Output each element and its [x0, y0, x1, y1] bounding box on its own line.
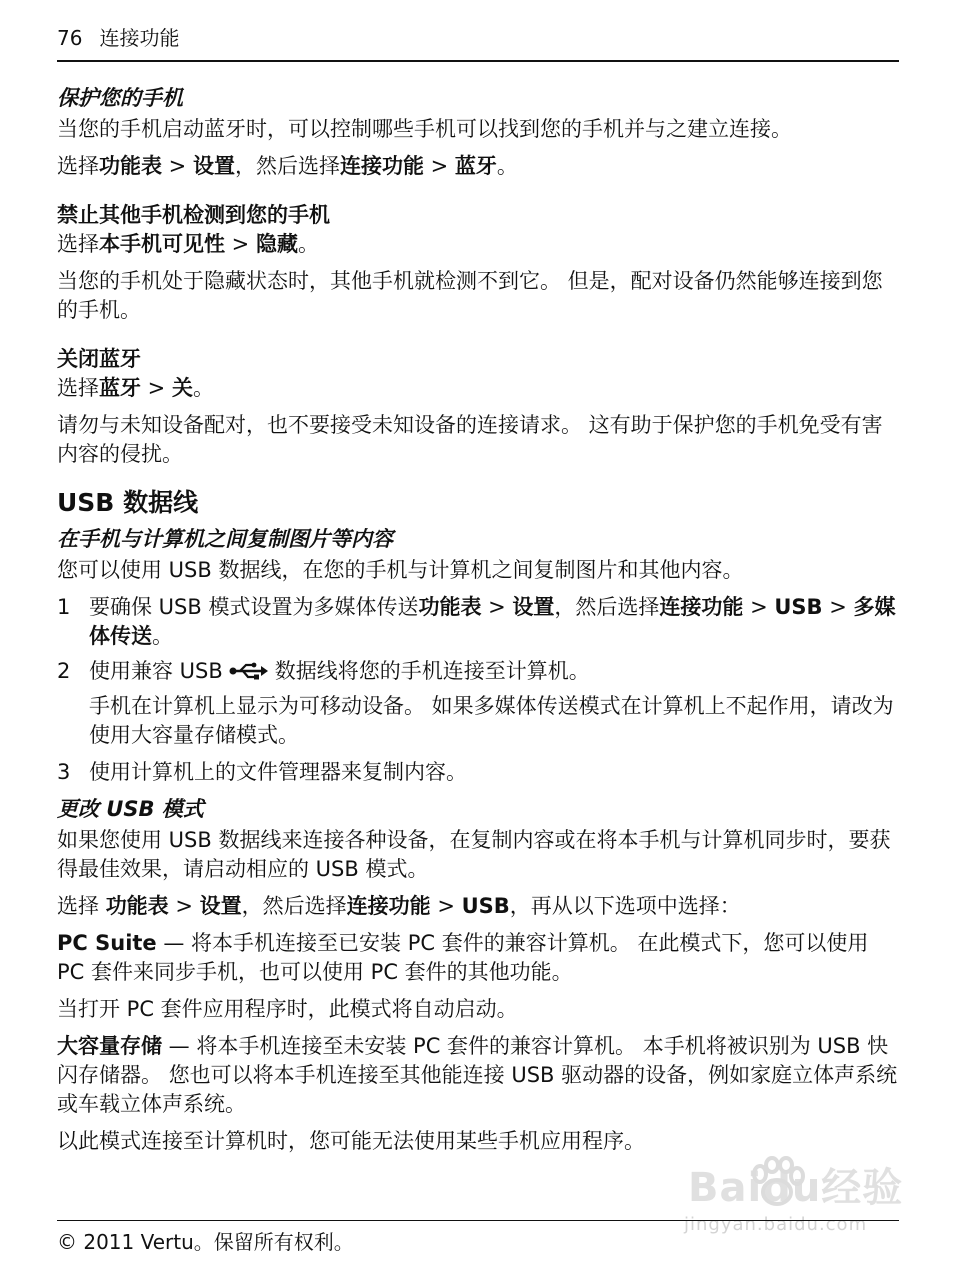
usb-cable-heading: USB 数据线 [57, 488, 199, 517]
change-mode-path: 选择 功能表 > 设置，然后选择连接功能 > USB，再从以下选项中选择： [57, 894, 741, 918]
list-item: 2 使用兼容 USB 数据线将您的手机连接至计算机。 [57, 659, 590, 683]
mass-storage-mode: 大容量存储 — 将本手机连接至未安装 PC 套件的兼容计算机。 本手机将被识别为 USB 快闪存储器。 您也可以将本手机连接至其他能连接 USB 驱动器的设备，例如家庭立体声系统或车载立体声系统。 [57, 1034, 898, 1116]
page-header [57, 18, 899, 58]
list-item: 1 要确保 USB 模式设置为多媒体传送功能表 > 设置，然后选择连接功能 > USB > 多媒体传送。 [57, 595, 896, 648]
copyright-footer: © 2011 Vertu。保留所有权利。 [57, 1230, 354, 1254]
mass-storage-note: 以此模式连接至计算机时，您可能无法使用某些手机应用程序。 [57, 1129, 645, 1153]
footer-divider [57, 1220, 899, 1221]
header-section-title: 连接功能 [99, 26, 180, 50]
watermark-logo: Baidu经验 [688, 1165, 904, 1211]
bluetooth-off-path: 选择蓝牙 > 关。 [57, 376, 214, 400]
hide-phone-title: 禁止其他手机检测到您的手机 [57, 203, 330, 227]
header-divider [57, 60, 899, 62]
bluetooth-off-text: 请勿与未知设备配对，也不要接受未知设备的连接请求。 这有助于保护您的手机免受有害内容的侵扰。 [57, 413, 883, 466]
list-item: 3 使用计算机上的文件管理器来复制内容。 [57, 760, 467, 784]
step2-note: 手机在计算机上显示为可移动设备。 如果多媒体传送模式在计算机上不起作用，请改为使用大容量存储模式。 [89, 694, 894, 747]
hide-phone-text: 当您的手机处于隐藏状态时，其他手机就检测不到它。 但是，配对设备仍然能够连接到您的手机。 [57, 269, 883, 322]
copy-content-title: 在手机与计算机之间复制图片等内容 [57, 527, 393, 551]
copy-content-intro: 您可以使用 USB 数据线，在您的手机与计算机之间复制图片和其他内容。 [57, 558, 744, 582]
copy-steps-list [57, 593, 899, 787]
pc-suite-mode: PC Suite — 将本手机连接至已安装 PC 套件的兼容计算机。 在此模式下，您可以使用 PC 套件来同步手机，也可以使用 PC 套件的其他功能。 [57, 931, 869, 984]
protect-phone-text: 当您的手机启动蓝牙时，可以控制哪些手机可以找到您的手机并与之建立连接。 [57, 117, 792, 141]
baidu-watermark [668, 1156, 928, 1256]
change-mode-intro: 如果您使用 USB 数据线来连接各种设备，在复制内容或在将本手机与计算机同步时，要获得最佳效果，请启动相应的 USB 模式。 [57, 828, 891, 881]
protect-phone-title: 保护您的手机 [57, 86, 183, 110]
usb-icon [229, 661, 269, 681]
pc-suite-note: 当打开 PC 套件应用程序时，此模式将自动启动。 [57, 997, 518, 1021]
page-content [57, 84, 899, 1164]
watermark-url: jingyan.baidu.com [684, 1214, 868, 1235]
change-usb-mode-title: 更改 USB 模式 [57, 797, 204, 821]
paw-icon [746, 1156, 808, 1208]
page-number: 76 [57, 26, 83, 50]
hide-phone-path: 选择本手机可见性 > 隐藏。 [57, 232, 319, 256]
protect-phone-path: 选择功能表 > 设置，然后选择连接功能 > 蓝牙。 [57, 154, 518, 178]
bluetooth-off-title: 关闭蓝牙 [57, 347, 141, 371]
